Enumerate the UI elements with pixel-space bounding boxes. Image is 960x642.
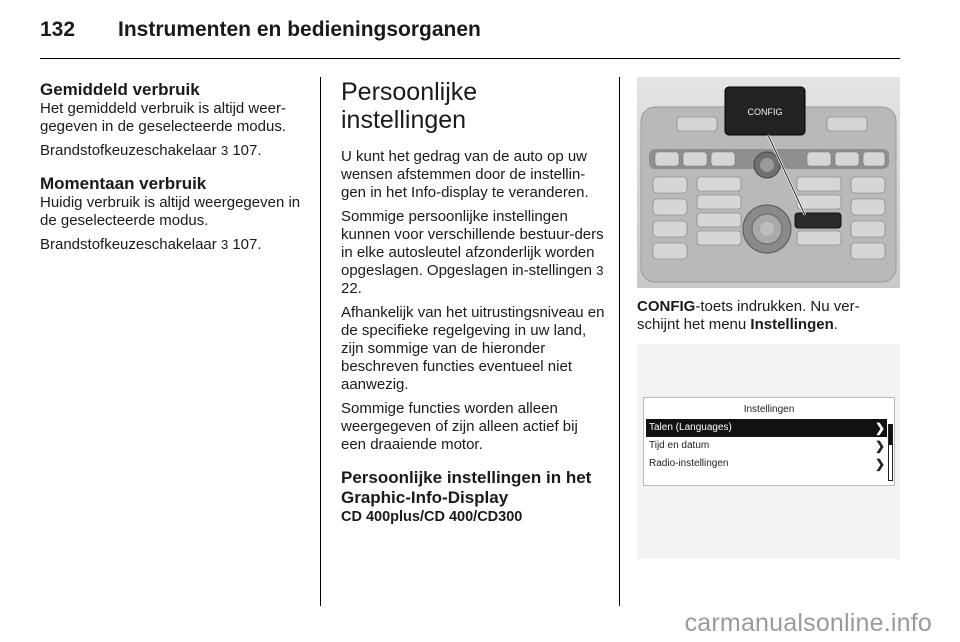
paragraph-average: Het gemiddeld verbruik is altijd weer-gegeven in de geselecteerde modus. bbox=[40, 100, 287, 135]
chevron-right-icon: ❯ bbox=[874, 457, 885, 471]
reference-arrow-icon: 3 bbox=[220, 143, 229, 158]
page-header bbox=[40, 18, 481, 42]
column-left bbox=[40, 80, 308, 260]
paragraph-intro: U kunt het gedrag van de auto op uw wensen afstemmen door de instellin-gen in het Info-display te veranderen. bbox=[341, 148, 589, 201]
column-divider bbox=[320, 77, 321, 606]
paragraph-keys: Sommige persoonlijke instellingen kunnen voor verschillende bestuur-ders in elke autosleutel afzonderlijk worden opgeslagen. Opgeslagen in-stellingen 3 22. bbox=[341, 208, 604, 297]
chevron-right-icon: ❯ bbox=[874, 439, 885, 453]
reference-arrow-icon: 3 bbox=[596, 263, 604, 278]
heading-current-consumption: Momentaan verbruik bbox=[40, 174, 207, 193]
paragraph-current: Huidig verbruik is altijd weergegeven in de geselecteerde modus. bbox=[40, 194, 301, 229]
reference-arrow-icon: 3 bbox=[220, 237, 229, 252]
reference-fuel-selector[interactable]: Brandstofkeuzeschakelaar 3 107. bbox=[40, 142, 262, 159]
control-panel-photo bbox=[637, 77, 900, 288]
settings-screen bbox=[643, 397, 895, 486]
heading-average-consumption: Gemiddeld verbruik bbox=[40, 80, 200, 99]
display-screenshot bbox=[637, 344, 900, 559]
header-rule bbox=[40, 58, 900, 59]
footer-watermark: carmanualsonline.info bbox=[684, 609, 932, 637]
paragraph-equipment: Afhankelijk van het uitrustingsniveau en de specifieke regelgeving in uw land, zijn sommige van de hieronder beschreven functies eventueel niet aanwezig. bbox=[341, 304, 605, 393]
settings-screen-title: Instellingen bbox=[743, 404, 795, 415]
chapter-title: Instrumenten en bedieningsorganen bbox=[118, 18, 481, 41]
column-middle bbox=[341, 78, 605, 526]
settings-menu-name: Instellingen bbox=[750, 316, 834, 333]
section-title: Persoonlijke instellingen bbox=[341, 78, 478, 134]
subheading-models: CD 400plus/CD 400/CD300 bbox=[341, 509, 523, 525]
menu-item-radio-settings[interactable]: Radio-instellingen ❯ bbox=[649, 457, 885, 471]
scrollbar-thumb[interactable] bbox=[889, 425, 892, 445]
column-divider bbox=[619, 77, 620, 606]
heading-graphic-info-display: Persoonlijke instellingen in het Graphic-Info-Display bbox=[341, 468, 592, 507]
config-key-name: CONFIG bbox=[637, 298, 696, 315]
reference-fuel-selector[interactable]: Brandstofkeuzeschakelaar 3 107. bbox=[40, 236, 262, 253]
scrollbar[interactable] bbox=[888, 424, 893, 481]
menu-item-languages[interactable]: Talen (Languages) ❯ bbox=[646, 419, 887, 437]
chevron-right-icon: ❯ bbox=[874, 421, 885, 435]
caption-config: CONFIG-toets indrukken. Nu ver-schijnt het menu Instellingen. bbox=[637, 298, 860, 333]
paragraph-engine: Sommige functies worden alleen weergegeven of zijn alleen actief bij een draaiende motor. bbox=[341, 400, 578, 453]
menu-item-time-date[interactable]: Tijd en datum ❯ bbox=[649, 439, 885, 453]
config-key-label: CONFIG bbox=[747, 107, 783, 117]
page-number: 132 bbox=[40, 18, 76, 41]
